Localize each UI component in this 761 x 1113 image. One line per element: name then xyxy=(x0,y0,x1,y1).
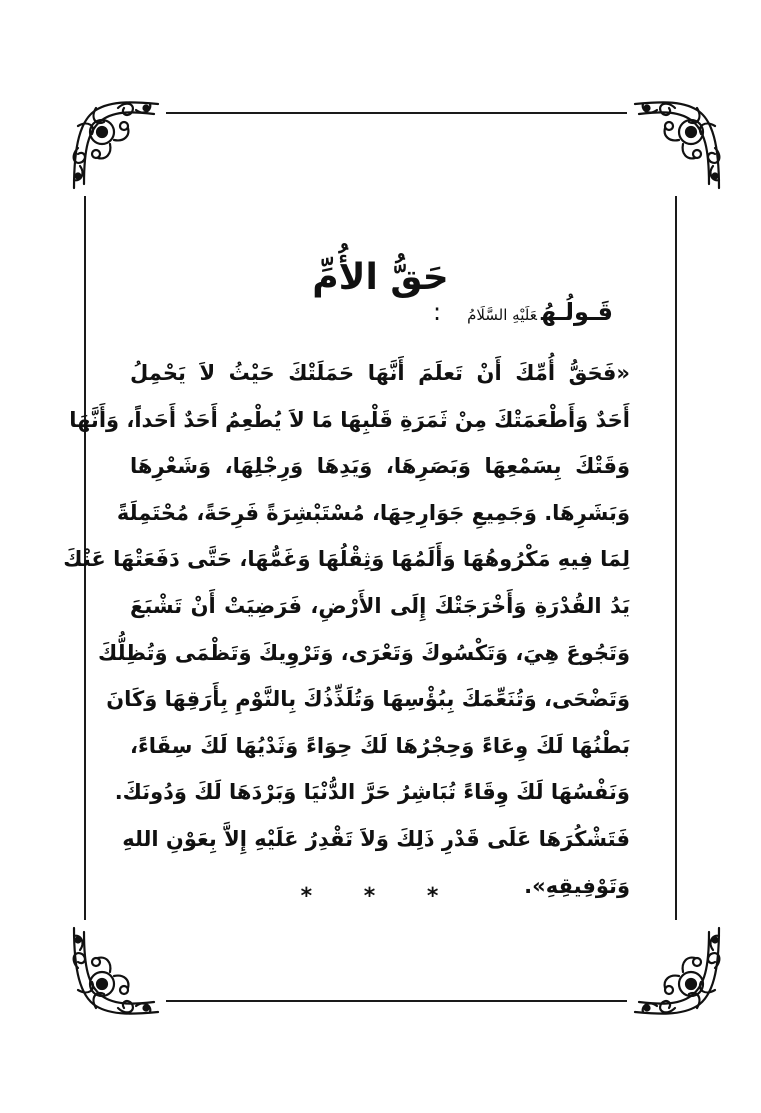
text-line: وَنَفْسُهَا لَكَ وِقَاءً تُبَاشِرُ حَرَّ الدُّنْيَا وَبَرْدَهَا لَكَ وَدُونَكَ. xyxy=(114,780,630,805)
intro-colon: : xyxy=(432,298,442,326)
text-line: وَقَتْكَ بِسَمْعِهَا وَبَصَرِهَا، وَيَدِهَا وَرِجْلِهَا، وَشَعْرِهَا xyxy=(130,454,630,479)
salutation-mark: عَلَيْهِ السَّلَامُ xyxy=(467,306,537,324)
text-line: لِمَا فِيهِ مَكْرُوهُهَا وَأَلَمُهَا وَثِقْلُهَا وَغَمُّهَا، حَتَّى دَفَعَتْهَا عَنْكَ xyxy=(63,547,630,572)
body-paragraph xyxy=(63,350,630,909)
page-title: حَقُّ الأُمِّ xyxy=(312,257,449,299)
text-line: «فَحَقُّ أُمِّكَ أَنْ تَعلَمَ أَنَّهَا حَمَلَتْكَ حَيْثُ لاَ يَحْمِلُ xyxy=(130,361,630,385)
corner-ornament-top-right-icon xyxy=(627,96,727,196)
corner-ornament-bottom-right-icon xyxy=(627,920,727,1020)
section-intro xyxy=(433,298,613,326)
corner-ornament-bottom-left-icon xyxy=(66,920,166,1020)
text-line: وَتَجُوعَ هِيَ، وَتَكْسُوكَ وَتَعْرَى، وَتَرْوِيكَ وَتَظْمَى وَتُظِلُّكَ xyxy=(98,640,630,665)
corner-ornament-top-left-icon xyxy=(66,96,166,196)
text-line: وَتَوْفِيقِهِ». xyxy=(524,873,630,898)
text-line: يَدُ القُدْرَةِ وَأَخْرَجَتْكَ إِلَى الأَرْضِ، فَرَضِيَتْ أَنْ تَشْبَعَ xyxy=(130,593,630,618)
text-line: فَتَشْكُرَهَا عَلَى قَدْرِ ذَلِكَ وَلاَ تَقْدِرُ عَلَيْهِ إِلاَّ بِعَوْنِ اللهِ xyxy=(122,826,630,851)
intro-label: قَـولُـهُ xyxy=(540,298,613,326)
text-line: وَتَضْحَى، وَتُنَعِّمَكَ بِبُؤْسِهَا وَتُلَذِّذُكَ بِالنَّوْمِ بِأَرَقِهَا وَكَانَ xyxy=(106,687,630,712)
section-divider: * * * xyxy=(300,884,461,909)
text-line: وَبَشَرِهَا. وَجَمِيعِ جَوَارِحِهَا، مُسْتَبْشِرَةً فَرِحَةً، مُحْتَمِلَةً xyxy=(116,500,630,525)
text-line: بَطْنُهَا لَكَ وِعَاءً وَحِجْرُهَا لَكَ حِوَاءً وَثَدْيُهَا لَكَ سِقَاءً، xyxy=(130,733,630,758)
text-line: أَحَدٌ وَأَطْعَمَتْكَ مِنْ ثَمَرَةِ قَلْبِهَا مَا لاَ يُطْعِمُ أَحَدٌ أَحَداً، وَأَنَّهَا xyxy=(69,407,630,432)
